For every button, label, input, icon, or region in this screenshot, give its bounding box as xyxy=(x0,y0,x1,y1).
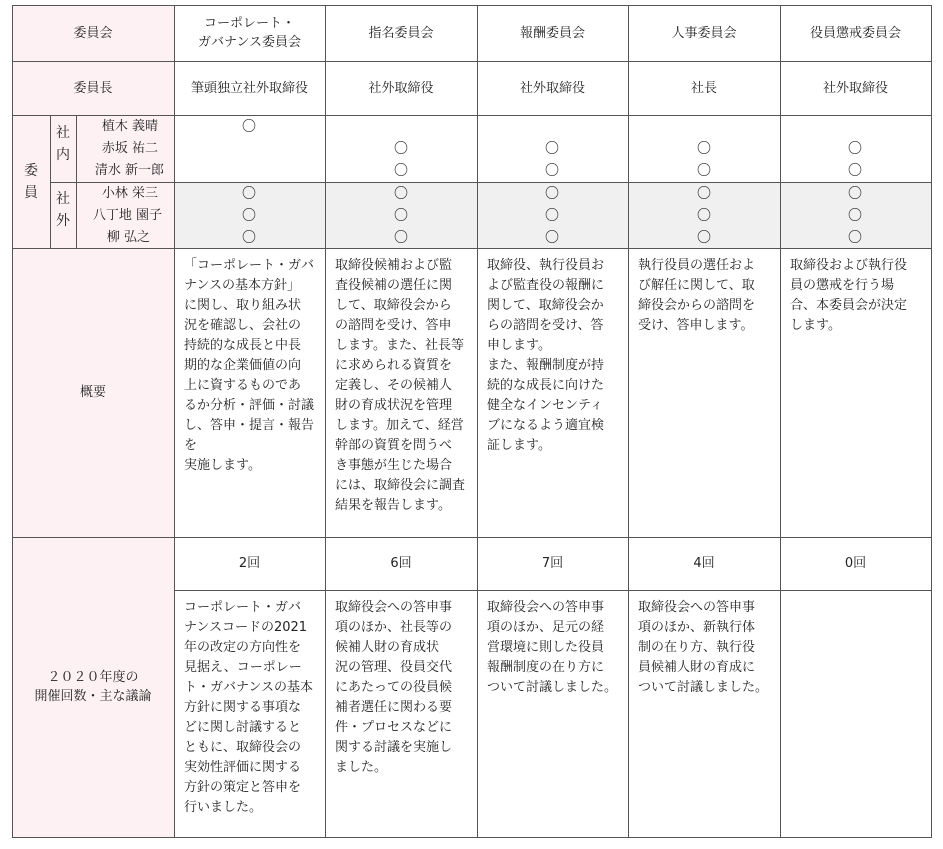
membership-mark: 〇 xyxy=(242,119,256,135)
membership-mark: 〇 xyxy=(545,208,559,224)
meeting-count-col3: 7回 xyxy=(541,556,564,571)
membership-mark: 〇 xyxy=(848,141,862,157)
summary-col3: 取締役、執行役員お よび監査役の報酬に 関して、取締役会か らの諮問を受け、答 申します。 また、報酬制度が持 続的な成長に向けた 健全なインセンティ ブになるよう適宜検 証します。 xyxy=(487,258,605,453)
summary-label: 概要 xyxy=(79,385,106,400)
member-name: 八丁地 園子 xyxy=(92,208,162,223)
header-nomination: 指名委員会 xyxy=(368,25,434,41)
membership-mark: 〇 xyxy=(545,141,559,157)
membership-mark: 〇 xyxy=(242,230,256,246)
membership-mark: 〇 xyxy=(697,186,711,202)
membership-mark: 〇 xyxy=(394,186,408,202)
meeting-detail-col3: 取締役会への答申事 項のほか、足元の経 営環境に則した役員 報酬制度の在り方に ついて討議しました。 xyxy=(487,600,618,695)
header-personnel: 人事委員会 xyxy=(671,25,737,41)
header-disciplinary: 役員懲戒委員会 xyxy=(809,25,901,41)
membership-mark: 〇 xyxy=(242,208,256,224)
membership-mark: 〇 xyxy=(697,163,711,179)
chair-col1: 筆頭独立社外取締役 xyxy=(190,80,308,96)
header-corporate-governance: コーポレート・ ガバナンス委員会 xyxy=(198,16,301,50)
meeting-count-col2: 6回 xyxy=(390,556,412,571)
meeting-detail-col1: コーポレート・ガバ ナンスコードの2021 年の改定の方向性を 見据え、コーポレー ト・ガバナンスの基本 方針に関する事項な どに関し討議すると ともに、取締役会の 実効性評価に関する 方針の策定と答申を 行いました。 xyxy=(184,600,313,815)
header-compensation: 報酬委員会 xyxy=(519,25,585,41)
internal-label-text: 社 内 xyxy=(56,125,70,163)
membership-mark: 〇 xyxy=(697,230,711,246)
membership-mark: 〇 xyxy=(394,230,408,246)
members-label xyxy=(18,160,44,204)
membership-mark: 〇 xyxy=(697,208,711,224)
membership-mark: 〇 xyxy=(697,141,711,157)
external-label-text: 社 外 xyxy=(56,191,70,229)
membership-mark: 〇 xyxy=(394,141,408,157)
summary-col4: 執行役員の選任およ び解任に関して、取 締役会からの諮問を 受け、答申します。 xyxy=(638,258,756,333)
membership-mark: 〇 xyxy=(848,208,862,224)
chair-label: 委員長 xyxy=(73,80,113,96)
member-name: 植木 義晴 xyxy=(101,119,158,134)
external-label xyxy=(50,188,76,232)
chair-col4: 社長 xyxy=(690,80,717,96)
internal-label xyxy=(50,122,76,166)
meeting-count-col4: 4回 xyxy=(693,556,715,571)
membership-mark: 〇 xyxy=(848,186,862,202)
member-name: 赤坂 祐二 xyxy=(101,141,158,156)
chair-col2: 社外取締役 xyxy=(368,80,434,96)
membership-mark: 〇 xyxy=(848,163,862,179)
membership-mark: 〇 xyxy=(394,163,408,179)
membership-mark: 〇 xyxy=(545,186,559,202)
meeting-count-col1: 2回 xyxy=(238,556,261,571)
summary-col5: 取締役および執行役 員の懲戒を行う場 合、本委員会が決定 します。 xyxy=(790,258,908,333)
meeting-detail-col4: 取締役会への答申事 項のほか、新執行体 制の在り方、執行役 員候補人財の育成に ついて討議しました。 xyxy=(638,600,769,695)
summary-col1: 「コーポレート・ガバ ナンスの基本方針」 に関し、取り組み状 況を確認し、会社の 持続的な成長と中長 期的な企業価値の向 上に資するものであ るか分析・評価・討議 し、答申・提言・報告を 実施します。 xyxy=(184,258,315,473)
member-name: 柳 弘之 xyxy=(106,230,150,245)
membership-mark: 〇 xyxy=(848,230,862,246)
chair-col5: 社外取締役 xyxy=(822,80,888,96)
membership-mark: 〇 xyxy=(545,230,559,246)
member-name: 小林 栄三 xyxy=(101,186,158,201)
meeting-detail-col5 xyxy=(780,590,931,837)
meeting-detail-col2: 取締役会への答申事 項のほか、社長等の 候補人財の育成状 況の管理、役員交代 にあたっての役員候 補者選任に関わる要 件・プロセスなどに 関する討議を実施し ました。 xyxy=(335,600,453,775)
meeting-count-col5: 0回 xyxy=(844,556,867,571)
meetings-label: ２０２０年度の 開催回数・主な議論 xyxy=(34,670,152,704)
summary-col2: 取締役候補および監 査役候補の選任に関 して、取締役会から の諮問を受け、答申 します。また、社長等 に求められる資質を 定義し、その候補人 財の育成状況を管理 します。加えて、経営 幹部の資質を問うべ き事態が生じた場合 には、取締役会に調査 結果を報告します。 xyxy=(335,258,466,513)
membership-mark: 〇 xyxy=(545,163,559,179)
chair-col3: 社外取締役 xyxy=(519,80,585,96)
membership-mark: 〇 xyxy=(394,208,408,224)
membership-mark: 〇 xyxy=(242,186,256,202)
members-label-text: 委 員 xyxy=(24,163,38,201)
header-committee: 委員会 xyxy=(73,25,113,41)
member-name: 清水 新一郎 xyxy=(94,163,164,178)
